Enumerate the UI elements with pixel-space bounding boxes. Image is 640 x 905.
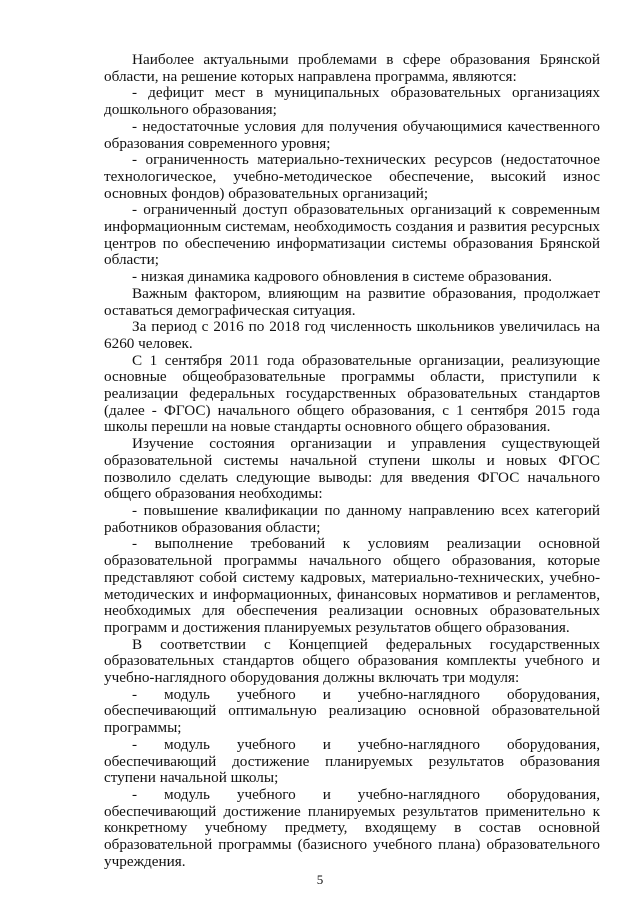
paragraph-module-3: - модуль учебного и учебно-наглядного оборудования, обеспечивающий достижение планируемых результатов применительно к конкретному учебному предмету, входящему в состав основной образовательной программы (базисного учебного плана) образовательного учреждения. bbox=[104, 785, 600, 870]
paragraph-intro: Наиболее актуальными проблемами в сфере образования Брянской области, на решение которых направлена программа, являются: bbox=[104, 51, 600, 85]
paragraph-problem-education-conditions: - недостаточные условия для получения обучающимися качественного образования современного уровня; bbox=[104, 117, 600, 152]
paragraph-problem-material-resources: - ограниченность материально-технических ресурсов (недостаточное технологическое, учебно-методическое обеспечение, высокий износ основных фондов) образовательных организаций; bbox=[104, 151, 600, 202]
paragraph-demographics: Важным фактором, влияющим на развитие образования, продолжает оставаться демографическая ситуация. bbox=[104, 284, 600, 319]
paragraph-problem-staff-renewal: - низкая динамика кадрового обновления в системе образования. bbox=[132, 268, 553, 286]
paragraph-module-1: - модуль учебного и учебно-наглядного оборудования, обеспечивающий оптимальную реализацию основной образовательной программы; bbox=[104, 685, 600, 737]
page-number: 5 bbox=[316, 872, 324, 887]
paragraph-study-conclusions: Изучение состояния организации и управления существующей образовательной системы начальной ступени школы и новых ФГОС позволило сделать следующие выводы: для введения ФГОС начального общего образования необходимы: bbox=[104, 435, 600, 503]
paragraph-problem-information-access: - ограниченный доступ образовательных организаций к современным информационным системам, необходимость создания и развития ресурсных центров по обеспечению информатизации системы образования Брянской области; bbox=[104, 201, 600, 269]
paragraph-student-count: За период с 2016 по 2018 год численность школьников увеличилась на 6260 человек. bbox=[104, 318, 600, 352]
document-body bbox=[104, 52, 600, 870]
paragraph-requirements: - выполнение требований к условиям реализации основной образовательной программы начального общего образования, которые представляют собой систему кадровых, материально-технических, учебно-методических и информационных, финансовых нормативов и регламентов, необходимых для обеспечения реализации основных образовательных программ и достижения планируемых результатов общего образования. bbox=[104, 535, 600, 636]
paragraph-module-2: - модуль учебного и учебно-наглядного оборудования, обеспечивающий достижение планируемых результатов образования ступени начальной школы; bbox=[104, 735, 600, 787]
paragraph-qualification: - повышение квалификации по данному направлению всех категорий работников образования области; bbox=[104, 501, 600, 536]
paragraph-fgos-transition: С 1 сентября 2011 года образовательные организации, реализующие основные общеобразовательные программы области, приступили к реализации федеральных государственных образовательных стандартов (далее - ФГОС) начального общего образования, с 1 сентября 2015 года школы перешли на новые стандарты основного общего образования. bbox=[104, 351, 600, 436]
paragraph-problem-preschool-places: - дефицит мест в муниципальных образовательных организациях дошкольного образования; bbox=[104, 84, 600, 119]
paragraph-concept-modules: В соответствии с Концепцией федеральных государственных образовательных стандартов общего образования комплекты учебного и учебно-наглядного оборудования должны включать три модуля: bbox=[104, 635, 600, 687]
